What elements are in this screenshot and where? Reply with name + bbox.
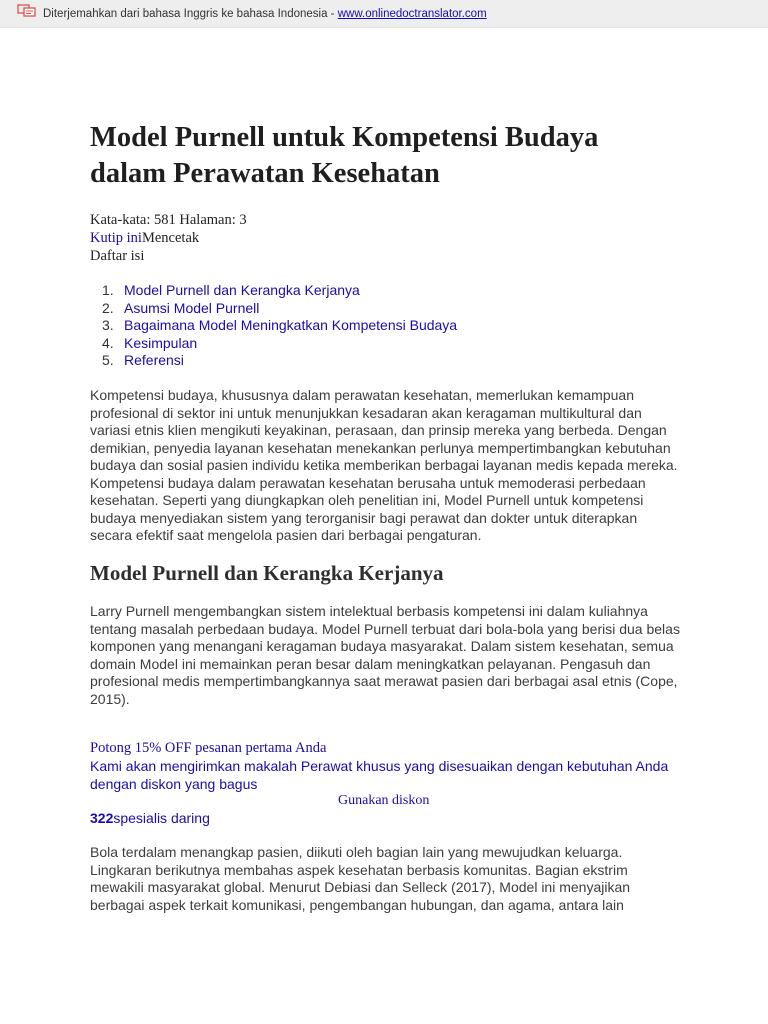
- toc-number: 3.: [102, 317, 114, 333]
- toc-item: [102, 334, 457, 353]
- translation-banner: [0, 0, 768, 28]
- banner-text: [43, 8, 487, 20]
- toc-number: 2.: [102, 299, 114, 316]
- experts-online: [90, 810, 210, 826]
- translator-link[interactable]: www.onlinedoctranslator.com: [337, 7, 487, 20]
- print-label[interactable]: Mencetak: [141, 230, 200, 246]
- toc-number: 4.: [102, 334, 114, 351]
- experts-label: spesialis daring: [113, 810, 210, 826]
- page-title: Model Purnell untuk Kompetensi Budaya dalam Perawatan Kesehatan: [90, 122, 599, 189]
- cite-link[interactable]: Kutip ini: [90, 230, 142, 246]
- intro-paragraph: Kompetensi budaya, khususnya dalam perawatan kesehatan, memerlukan kemampuan profesional di sektor ini untuk menunjukkan kesadaran akan keragaman multikultural dan variasi etnis klien mengikuti keyakinan, perasaan, dan prinsip mereka yang berbeda. Dengan demikian, penyedia layanan kesehatan menekankan perlunya mempertimbangkan kebutuhan budaya dan sosial pasien individu ketika memberikan berbagai layanan medis kepada mereka. Kompetensi budaya dalam perawatan kesehatan berusaha untuk memoderasi perbedaan kesehatan. Seperti yang diungkapkan oleh penelitian ini, Model Purnell untuk kompetensi budaya menyediakan sistem yang terorganisir bagi perawat dan dokter untuk diterapkan secara efektif saat mengelola pasien dari berbagai pengaturan.: [90, 387, 678, 543]
- translator-logo-icon: [17, 4, 37, 18]
- toc-link[interactable]: Model Purnell dan Kerangka Kerjanya: [124, 282, 360, 298]
- table-of-contents: [102, 282, 458, 370]
- toc-item: [102, 352, 457, 370]
- toc-number: 5.: [102, 352, 114, 368]
- section-paragraph: Larry Purnell mengembangkan sistem intelektual berbasis kompetensi ini dalam kuliahnya tentang masalah perbedaan budaya. Model Purnell terbuat dari bola-bola yang berisi dua belas komponen yang menangani keragaman budaya masyarakat. Dalam sistem kesehatan, semua domain Model ini memainkan peran besar dalam meningkatkan pelayanan. Pengasuh dan profesional medis mempertimbangkannya saat merawat pasien dari berbagai asal etnis (Cope, 2015).: [90, 603, 680, 707]
- toc-link[interactable]: Asumsi Model Purnell: [124, 299, 260, 316]
- toc-item: [102, 317, 458, 335]
- promo-body[interactable]: Kami akan mengirimkan makalah Perawat khusus yang disesuaikan dengan kebutuhan Anda dengan diskon yang bagus: [90, 758, 669, 792]
- use-discount-button[interactable]: Gunakan diskon: [338, 793, 430, 808]
- toc-link[interactable]: Kesimpulan: [124, 334, 198, 351]
- article-meta: [90, 211, 247, 265]
- toc-link[interactable]: Referensi: [124, 352, 184, 368]
- toc-item: [102, 299, 457, 318]
- toc-item: [102, 282, 457, 300]
- toc-number: 1.: [102, 282, 114, 298]
- body-paragraph: Bola terdalam menangkap pasien, diikuti oleh bagian lain yang mewujudkan keluarga. Lingkaran berikutnya membahas aspek kesehatan berbasis komunitas. Bagian ekstrim mewakili masyarakat global. Menurut Debiasi dan Selleck (2017), Model ini menyajikan berbagai aspek terkait komunikasi, pengembangan hubungan, dan agama, antara lain: [90, 844, 631, 913]
- section-heading: Model Purnell dan Kerangka Kerjanya: [90, 561, 444, 585]
- promo-title[interactable]: Potong 15% OFF pesanan pertama Anda: [90, 740, 327, 756]
- experts-count: 322: [90, 810, 114, 826]
- banner-prefix: Diterjemahkan dari bahasa Inggris ke bahasa Indonesia -: [43, 7, 338, 20]
- toc-link[interactable]: Bagaimana Model Meningkatkan Kompetensi Budaya: [124, 317, 458, 333]
- word-page-count: Kata-kata: 581 Halaman: 3: [90, 212, 247, 228]
- toc-label: Daftar isi: [90, 248, 145, 264]
